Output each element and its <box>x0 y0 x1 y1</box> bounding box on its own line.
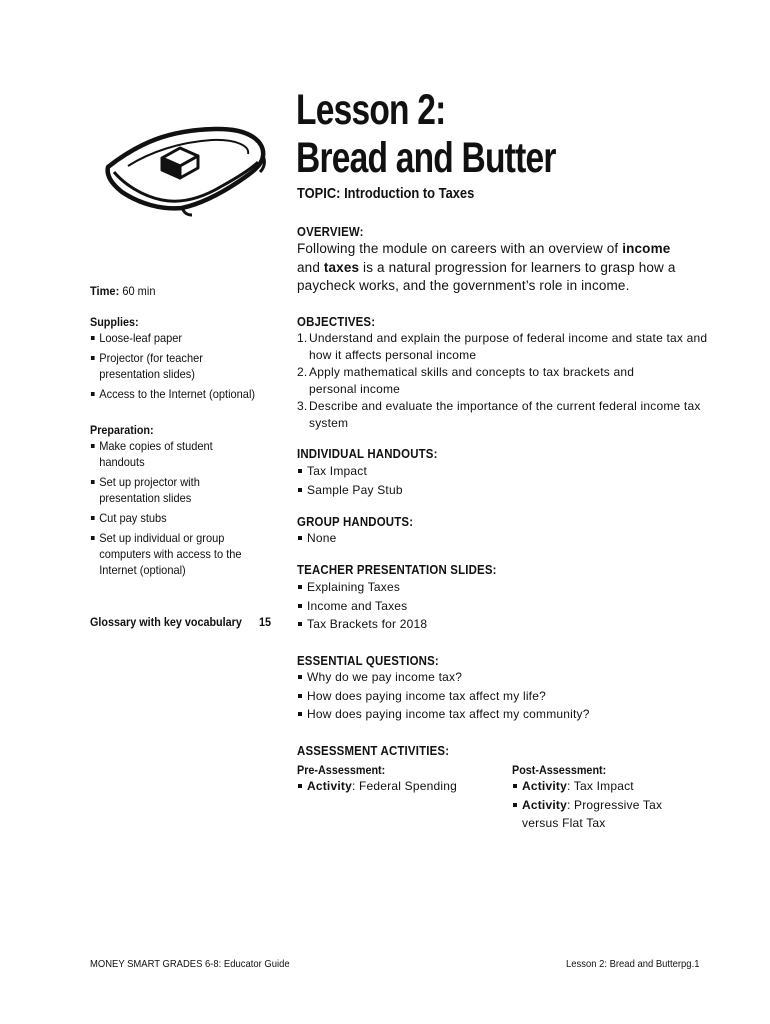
lesson-title <box>296 86 556 182</box>
assessment-heading: ASSESSMENT ACTIVITIES: <box>297 743 450 758</box>
question-item: Why do we pay income tax? <box>297 668 717 687</box>
question-item: How does paying income tax affect my community? <box>297 705 717 724</box>
slide-item: Explaining Taxes <box>297 578 597 597</box>
time-info <box>90 283 155 299</box>
supplies-heading: Supplies: <box>90 315 139 329</box>
lesson-title-line2: Bread and Butter <box>296 134 556 182</box>
individual-handout-item: Sample Pay Stub <box>297 481 597 500</box>
slides-list <box>297 578 597 634</box>
pre-assessment-item: Activity: Federal Spending <box>297 777 497 796</box>
slides-heading: TEACHER PRESENTATION SLIDES: <box>297 562 497 577</box>
slide-item: Tax Brackets for 2018 <box>297 615 597 634</box>
post-assessment-item: Activity: Tax Impact <box>512 777 692 796</box>
supplies-item: Access to the Internet (optional) <box>90 386 269 402</box>
individual-handouts-heading: INDIVIDUAL HANDOUTS: <box>297 446 438 461</box>
preparation-item: Cut pay stubs <box>90 510 265 526</box>
time-value: 60 min <box>119 284 156 298</box>
essential-questions-heading: ESSENTIAL QUESTIONS: <box>297 653 439 668</box>
preparation-item: Set up projector with presentation slides <box>90 474 219 506</box>
lesson-title-line1: Lesson 2: <box>296 86 446 134</box>
overview-text: Following the module on careers with an overview of income and taxes is a natural progression for learners to grasp how a paycheck works, and the government’s role in income. <box>297 241 676 293</box>
objective-item: 3. Describe and evaluate the importance of the current federal income tax system <box>297 399 701 430</box>
footer-left: MONEY SMART GRADES 6-8: Educator Guide <box>90 958 290 970</box>
post-assessment-item: Activity: Progressive Tax versus Flat Tax <box>512 796 692 833</box>
objective-item: 1. Understand and explain the purpose of federal income and state tax and how it affects personal income <box>297 331 708 362</box>
preparation-heading: Preparation: <box>90 423 154 437</box>
footer-right: Lesson 2: Bread and Butterpg.1 <box>566 958 700 970</box>
preparation-item: Set up individual or group computers with access to the Internet (optional) <box>90 530 256 578</box>
essential-questions-list <box>297 668 717 724</box>
pre-assessment-heading: Pre-Assessment: <box>297 763 386 777</box>
supplies-item: Loose-leaf paper <box>90 330 269 346</box>
post-assessment-heading: Post-Assessment: <box>512 763 607 777</box>
glossary-page: 15 <box>259 615 272 629</box>
question-item: How does paying income tax affect my life? <box>297 687 717 706</box>
individual-handout-item: Tax Impact <box>297 462 597 481</box>
objective-item: 2. Apply mathematical skills and concepts to tax brackets and personal income <box>297 365 635 396</box>
overview-heading: OVERVIEW: <box>297 224 364 239</box>
individual-handouts-list <box>297 462 597 499</box>
group-handout-item: None <box>297 529 597 548</box>
objectives-heading: OBJECTIVES: <box>297 314 376 329</box>
supplies-list <box>90 330 269 406</box>
pre-assessment-list <box>297 777 497 796</box>
preparation-list <box>90 438 265 582</box>
overview-bold-income: income <box>622 241 671 256</box>
objectives-list <box>297 330 722 432</box>
post-assessment-list <box>512 777 692 833</box>
topic: TOPIC: Introduction to Taxes <box>297 185 475 202</box>
time-label: Time: <box>90 284 120 298</box>
group-handouts-heading: GROUP HANDOUTS: <box>297 514 414 529</box>
glossary-label: Glossary with key vocabulary <box>90 615 242 629</box>
group-handouts-list <box>297 529 597 548</box>
preparation-item: Make copies of student handouts <box>90 438 228 470</box>
slide-item: Income and Taxes <box>297 597 597 616</box>
supplies-item: Projector (for teacher presentation slides) <box>90 350 223 382</box>
bread-and-butter-icon <box>100 122 270 218</box>
overview-bold-taxes: taxes <box>323 259 360 275</box>
